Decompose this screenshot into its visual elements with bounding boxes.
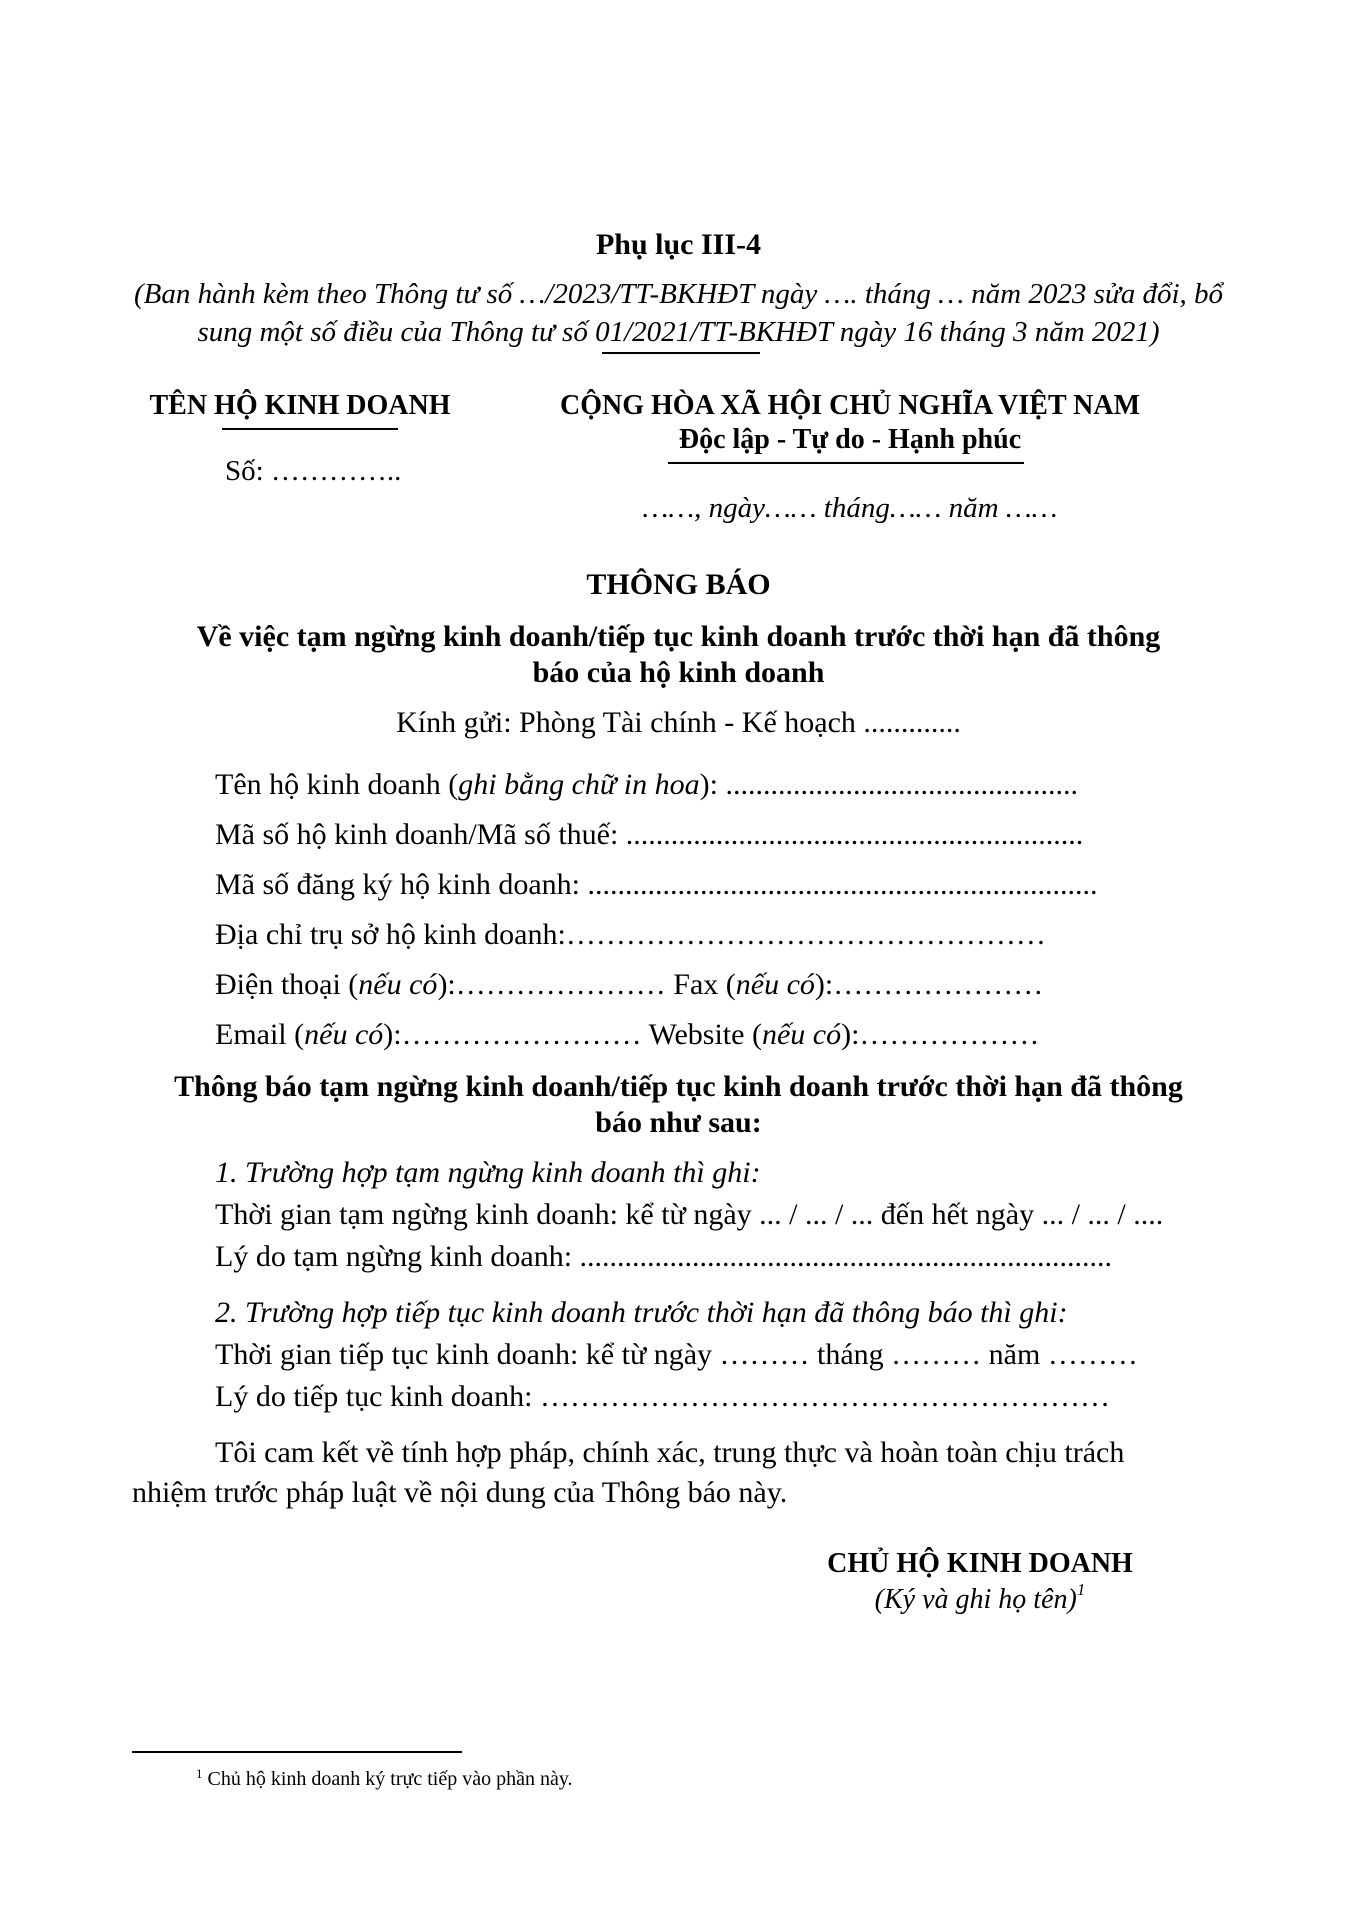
field-fax-hint: nếu có — [735, 968, 815, 1001]
case2-title: 2. Trường hợp tiếp tục kinh doanh trước thời hạn đã thông báo thì ghi: — [215, 1296, 1068, 1329]
field-registration-code: Mã số đăng ký hộ kinh doanh: .................................................................... — [215, 868, 1098, 901]
notice-title: THÔNG BÁO — [586, 568, 771, 601]
commitment-line1: Tôi cam kết về tính hợp pháp, chính xác, trung thực và hoàn toàn chịu trách — [215, 1436, 1125, 1469]
date-line: ……, ngày…… tháng…… năm …… — [642, 492, 1058, 524]
field-email-prefix: Email ( — [215, 1018, 305, 1051]
national-motto: Độc lập - Tự do - Hạnh phúc — [678, 424, 1022, 455]
signature-note — [740, 1580, 1220, 1616]
field-fax-blank: ):………………… — [814, 968, 1044, 1001]
notice-subtitle-line2: báo của hộ kinh doanh — [532, 656, 825, 689]
field-website-hint: nếu có — [761, 1018, 842, 1051]
section-heading-line2: báo như sau: — [595, 1106, 762, 1139]
field-email-blank: ):…………………… Website ( — [383, 1018, 762, 1051]
recipient-line: Kính gửi: Phòng Tài chính - Kế hoạch ............. — [396, 706, 961, 739]
footnote-text: Chủ hộ kinh doanh ký trực tiếp vào phần này. — [207, 1768, 573, 1790]
business-name-underline — [222, 428, 398, 430]
commitment-line2: nhiệm trước pháp luật về nội dung của Thông báo này. — [132, 1476, 788, 1509]
notice-subtitle-line1: Về việc tạm ngừng kinh doanh/tiếp tục kinh doanh trước thời hạn đã thông — [196, 620, 1161, 653]
field-email-website — [215, 1018, 1165, 1052]
field-phone-prefix: Điện thoại ( — [215, 968, 359, 1001]
case1-title: 1. Trường hợp tạm ngừng kinh doanh thì ghi: — [215, 1156, 761, 1189]
signature-title: CHỦ HỘ KINH DOANH — [827, 1548, 1133, 1579]
section-heading-line1: Thông báo tạm ngừng kinh doanh/tiếp tục kinh doanh trước thời hạn đã thông — [174, 1070, 1183, 1103]
appendix-note-line2: sung một số điều của Thông tư số 01/2021/TT-BKHĐT ngày 16 tháng 3 năm 2021) — [197, 316, 1160, 348]
field-phone-fax — [215, 968, 1165, 1002]
motto-underline — [668, 462, 1024, 464]
field-email-hint: nếu có — [304, 1018, 384, 1051]
case1-reason: Lý do tạm ngừng kinh doanh: ....................................................................... — [215, 1240, 1113, 1273]
field-business-name-prefix: Tên hộ kinh doanh ( — [215, 768, 459, 801]
case2-period: Thời gian tiếp tục kinh doanh: kể từ ngày ……… tháng ……… năm ……… — [215, 1338, 1138, 1371]
field-business-name-blank: ): ............................................... — [699, 768, 1078, 801]
appendix-note-line1: (Ban hành kèm theo Thông tư số …/2023/TT-BKHĐT ngày …. tháng … năm 2023 sửa đổi, bổ — [133, 278, 1224, 310]
field-address: Địa chỉ trụ sở hộ kinh doanh:………………………………………… — [215, 918, 1046, 951]
signature-note-text: (Ký và ghi họ tên) — [874, 1584, 1077, 1615]
field-phone-blank: ):………………… Fax ( — [437, 968, 736, 1001]
underline-decree-number — [602, 352, 760, 354]
footnote-mark: 1 — [196, 1766, 203, 1781]
field-business-name — [215, 768, 1165, 802]
footnote-separator — [132, 1751, 462, 1753]
field-website-blank: ):……………… — [841, 1018, 1040, 1051]
case2-reason: Lý do tiếp tục kinh doanh: ………………………………………………… — [215, 1380, 1110, 1413]
nation-name: CỘNG HÒA XÃ HỘI CHỦ NGHĨA VIỆT NAM — [559, 390, 1141, 421]
field-phone-hint: nếu có — [358, 968, 438, 1001]
business-name-label: TÊN HỘ KINH DOANH — [149, 390, 451, 421]
field-business-name-hint: ghi bằng chữ in hoa — [458, 768, 700, 801]
field-tax-code: Mã số hộ kinh doanh/Mã số thuế: ............................................................. — [215, 818, 1084, 851]
appendix-title: Phụ lục III-4 — [595, 228, 762, 261]
case1-period: Thời gian tạm ngừng kinh doanh: kể từ ngày ... / ... / ... đến hết ngày ... / ... / .... — [215, 1198, 1164, 1231]
footnote — [196, 1768, 573, 1791]
document-number: Số: ………….. — [225, 455, 402, 487]
signature-footnote-mark: 1 — [1076, 1580, 1086, 1599]
